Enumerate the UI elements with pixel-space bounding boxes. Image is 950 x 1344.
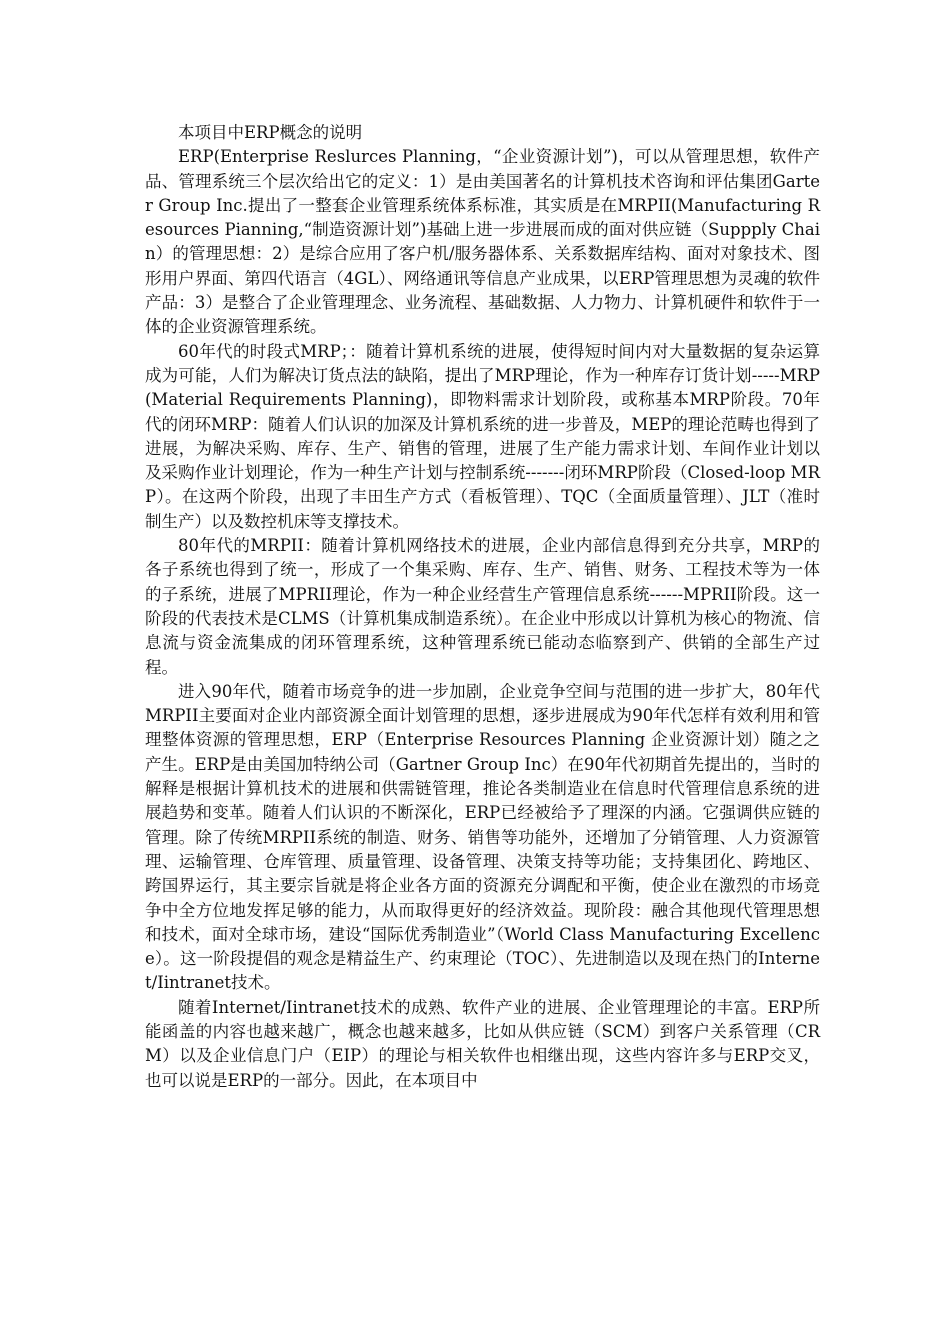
paragraph-erp-definition: ERP(Enterprise Reslurces Planning，“企业资源计划”)，可以从管理思想，软件产品、管理系统三个层次给出它的定义：1）是由美国著名的计算机技术咨询和评估集团Garter Group Inc.提出了一整套企业管理系统体系标准，其实质是在MRPII(Manufacturing Resources Pianning,“制造资源计划”)基础上进一步进展而成的面对供应链（Suppply Chain）的管理思想：2）是综合应用了客户机/服务器体系、关系数据库结构、面对对象技术、图形用户界面、第四代语言（4GL）、网络通讯等信息产业成果，以ERP管理思想为灵魂的软件产品：3）是整合了企业管理理念、业务流程、基础数据、人力物力、计算机硬件和软件于一体的企业资源管理系统。 — [145, 147, 820, 337]
paragraph-mrp-history: 60年代的时段式MRP；：随着计算机系统的进展，使得短时间内对大量数据的复杂运算成为可能，人们为解决订货点法的缺陷，提出了MRP理论，作为一种库存订货计划-----MRP(Material Requirements Planning)，即物料需求计划阶段，或称基本MRP阶段。70年代的闭环MRP：随着人们认识的加深及计算机系统的进一步普及，MEP的理论范畴也得到了进展，为解决采购、库存、生产、销售的管理，进展了生产能力需求计划、车间作业计划以及采购作业计划理论，作为一种生产计划与控制系统-------闭环MRP阶段（Closed-loop MRP）。在这两个阶段，出现了丰田生产方式（看板管理）、TQC（全面质量管理）、JLT（准时制生产）以及数控机床等支撑技术。 — [145, 341, 820, 531]
document-title: 本项目中ERP概念的说明 — [178, 123, 363, 142]
paragraph-internet-era: 随着Internet/Iintranet技术的成熟、软件产业的进展、企业管理理论的丰富。ERP所能函盖的内容也越来越广，概念也越来越多，比如从供应链（SCM）到客户关系管理（CRM）以及企业信息门户（EIP）的理论与相关软件也相继出现，这些内容许多与ERP交叉，也可以说是ERP的一部分。因此，在本项目中 — [145, 997, 820, 1090]
paragraph-erp-90s: 进入90年代，随着市场竞争的进一步加剧，企业竞争空间与范围的进一步扩大，80年代MRPII主要面对企业内部资源全面计划管理的思想，逐步进展成为90年代怎样有效利用和管理整体资源的管理思想，ERP（Enterprise Resources Planning 企业资源计划）随之之产生。ERP是由美国加特纳公司（Gartner Group Inc）在90年代初期首先提出的，当时的解释是根据计算机技术的进展和供需链管理，推论各类制造业在信息时代管理信息系统的进展趋势和变革。随着人们认识的不断深化，ERP已经被给予了理深的内涵。它强调供应链的管理。除了传统MRPII系统的制造、财务、销售等功能外，还增加了分销管理、人力资源管理、运输管理、仓库管理、质量管理、设备管理、决策支持等功能；支持集团化、跨地区、跨国界运行，其主要宗旨就是将企业各方面的资源充分调配和平衡，使企业在激烈的市场竞争中全方位地发挥足够的能力，从而取得更好的经济效益。现阶段：融合其他现代管理思想和技术，面对全球市场，建设“国际优秀制造业”（World Class Manufacturing Excellence）。这一阶段提倡的观念是精益生产、约束理论（TOC）、先进制造以及现在热门的Internet/Iintranet技术。 — [145, 681, 820, 993]
paragraph-mrpii: 80年代的MRPII：随着计算机网络技术的进展，企业内部信息得到充分共享，MRP的各子系统也得到了统一，形成了一个集采购、库存、生产、销售、财务、工程技术等为一体的子系统，进展了MPRII理论，作为一种企业经营生产管理信息系统------MPRII阶段。这一阶段的代表技术是CLMS（计算机集成制造系统）。在企业中形成以计算机为核心的物流、信息流与资金流集成的闭环管理系统，这种管理系统已能动态临察到产、供销的全部生产过程。 — [145, 536, 820, 677]
document-body — [145, 121, 820, 1093]
